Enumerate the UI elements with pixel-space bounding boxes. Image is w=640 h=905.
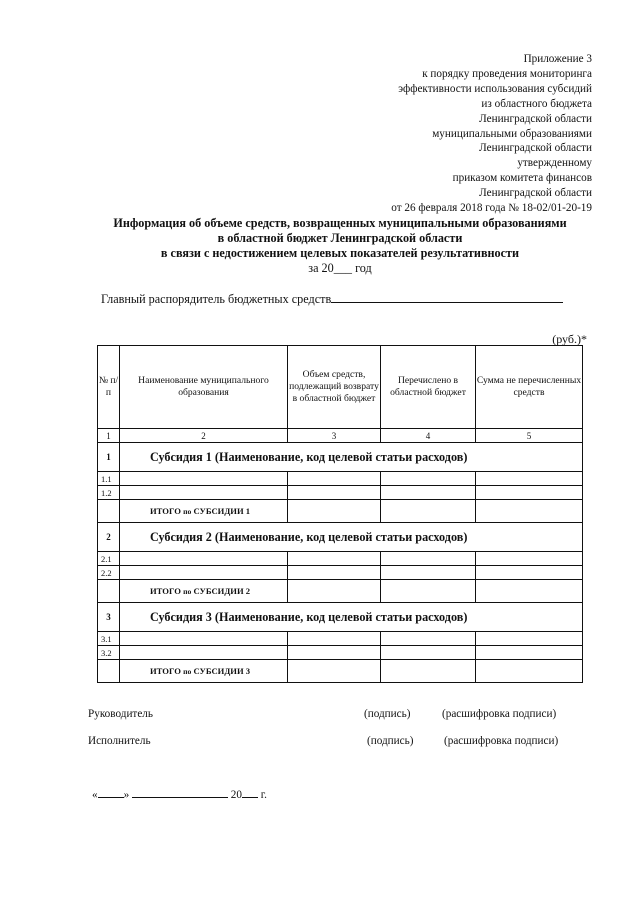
cell-transferred[interactable] (381, 552, 476, 566)
cell-volume[interactable] (288, 660, 381, 683)
table-row (98, 552, 583, 566)
approval-line: Ленинградской области (479, 142, 592, 155)
total-label (120, 660, 288, 683)
total-preposition: по (183, 507, 192, 516)
total-preposition: по (183, 587, 192, 596)
title-year: за 20___ год (308, 261, 372, 275)
approval-line: от 26 февраля 2018 года № 18-02/01-20-19 (391, 202, 592, 215)
date-close-quote: » (123, 789, 130, 801)
total-label (120, 500, 288, 523)
cell-name[interactable] (120, 566, 288, 580)
document-title (60, 216, 620, 276)
cell-not-transferred[interactable] (476, 486, 583, 500)
approval-line: к порядку проведения мониторинга (422, 67, 592, 80)
date-open-quote: « (92, 789, 98, 801)
cell-not-transferred[interactable] (476, 472, 583, 486)
subsidy-row (98, 443, 583, 472)
row-num: 1.1 (98, 472, 120, 486)
title-line-1: Информация об объеме средств, возвращенных муниципальными образованиями (113, 216, 567, 230)
cell-transferred[interactable] (381, 472, 476, 486)
executor-sign-label: (подпись) (367, 735, 414, 747)
approval-line: из областного бюджета (481, 97, 592, 110)
main-manager-label: Главный распорядитель бюджетных средств (101, 292, 332, 306)
cell-volume[interactable] (288, 632, 381, 646)
cell-volume[interactable] (288, 646, 381, 660)
cell-transferred[interactable] (381, 566, 476, 580)
col-number: 3 (288, 429, 381, 443)
head-label: Руководитель (88, 708, 153, 720)
table-row (98, 472, 583, 486)
approval-block (292, 52, 592, 216)
header-volume: Объем средств, подлежащий возврату в областной бюджет (288, 346, 381, 429)
cell-not-transferred[interactable] (476, 552, 583, 566)
subsidy-total-row (98, 660, 583, 683)
subsidy-row (98, 523, 583, 552)
cell-not-transferred[interactable] (476, 580, 583, 603)
date-year-suffix: г. (260, 789, 267, 801)
table-row (98, 566, 583, 580)
cell-not-transferred[interactable] (476, 566, 583, 580)
cell-not-transferred[interactable] (476, 646, 583, 660)
table-row (98, 486, 583, 500)
col-number: 1 (98, 429, 120, 443)
column-numbers-row (98, 429, 583, 443)
cell-transferred[interactable] (381, 500, 476, 523)
units-label: (руб.)* (552, 332, 587, 346)
row-num: 3.2 (98, 646, 120, 660)
total-word: ИТОГО (150, 506, 181, 516)
col-number: 4 (381, 429, 476, 443)
cell-name[interactable] (120, 632, 288, 646)
title-line-3: в связи с недостижением целевых показателей результативности (160, 246, 520, 260)
header-transferred: Перечислено в областной бюджет (381, 346, 476, 429)
header-num: № п/п (98, 346, 120, 429)
subsidy-title: Субсидия 3 (Наименование, код целевой статьи расходов) (120, 603, 583, 632)
cell-transferred[interactable] (381, 486, 476, 500)
approval-line: муниципальными образованиями (432, 127, 592, 140)
head-decode-label: (расшифровка подписи) (442, 708, 557, 720)
total-subsidy: СУБСИДИИ 3 (193, 666, 251, 676)
approval-line: утвержденному (517, 157, 592, 170)
date-year-blank[interactable] (242, 786, 258, 798)
executor-label: Исполнитель (88, 735, 151, 747)
signature-executor-row (88, 735, 588, 751)
signature-head-row (88, 708, 588, 724)
cell-volume[interactable] (288, 486, 381, 500)
cell-name[interactable] (120, 472, 288, 486)
approval-line: Приложение 3 (523, 53, 592, 65)
row-num: 3.1 (98, 632, 120, 646)
cell-not-transferred[interactable] (476, 500, 583, 523)
total-subsidy: СУБСИДИИ 1 (193, 506, 251, 516)
subsidy-title: Субсидия 1 (Наименование, код целевой статьи расходов) (120, 443, 583, 472)
row-num: 1.2 (98, 486, 120, 500)
date-year-prefix: 20 (230, 789, 242, 801)
cell-transferred[interactable] (381, 632, 476, 646)
table-header-row (98, 346, 583, 429)
subsidy-num: 3 (98, 603, 120, 632)
cell-transferred[interactable] (381, 646, 476, 660)
total-num-cell (98, 500, 120, 523)
approval-line: эффективности использования субсидий (398, 82, 592, 95)
cell-name[interactable] (120, 486, 288, 500)
total-word: ИТОГО (150, 666, 181, 676)
cell-name[interactable] (120, 646, 288, 660)
cell-volume[interactable] (288, 552, 381, 566)
table-row (98, 632, 583, 646)
date-month-blank[interactable] (132, 786, 228, 798)
total-subsidy: СУБСИДИИ 2 (193, 586, 251, 596)
title-line-2: в областной бюджет Ленинградской области (217, 231, 463, 245)
total-preposition: по (183, 667, 192, 676)
cell-name[interactable] (120, 552, 288, 566)
subsidy-num: 2 (98, 523, 120, 552)
cell-volume[interactable] (288, 566, 381, 580)
subsidy-num: 1 (98, 443, 120, 472)
report-table (97, 345, 583, 683)
col-number: 5 (476, 429, 583, 443)
subsidy-total-row (98, 500, 583, 523)
approval-line: Ленинградской области (479, 112, 592, 125)
cell-transferred[interactable] (381, 660, 476, 683)
subsidy-title: Субсидия 2 (Наименование, код целевой статьи расходов) (120, 523, 583, 552)
total-label (120, 580, 288, 603)
cell-not-transferred[interactable] (476, 660, 583, 683)
subsidy-total-row (98, 580, 583, 603)
header-not-transferred: Сумма не перечисленных средств (476, 346, 583, 429)
approval-line: Ленинградской области (479, 187, 592, 200)
row-num: 2.2 (98, 566, 120, 580)
cell-volume[interactable] (288, 500, 381, 523)
cell-not-transferred[interactable] (476, 632, 583, 646)
table-row (98, 646, 583, 660)
row-num: 2.1 (98, 552, 120, 566)
head-sign-label: (подпись) (364, 708, 411, 720)
cell-transferred[interactable] (381, 580, 476, 603)
date-field (92, 786, 267, 801)
total-num-cell (98, 580, 120, 603)
main-manager-blank[interactable] (331, 290, 563, 303)
header-name: Наименование муниципального образования (120, 346, 288, 429)
executor-decode-label: (расшифровка подписи) (444, 735, 559, 747)
cell-volume[interactable] (288, 472, 381, 486)
col-number: 2 (120, 429, 288, 443)
cell-volume[interactable] (288, 580, 381, 603)
total-num-cell (98, 660, 120, 683)
approval-line: приказом комитета финансов (452, 172, 592, 185)
subsidy-row (98, 603, 583, 632)
main-manager-field (101, 290, 563, 307)
total-word: ИТОГО (150, 586, 181, 596)
date-day-blank[interactable] (98, 786, 124, 798)
